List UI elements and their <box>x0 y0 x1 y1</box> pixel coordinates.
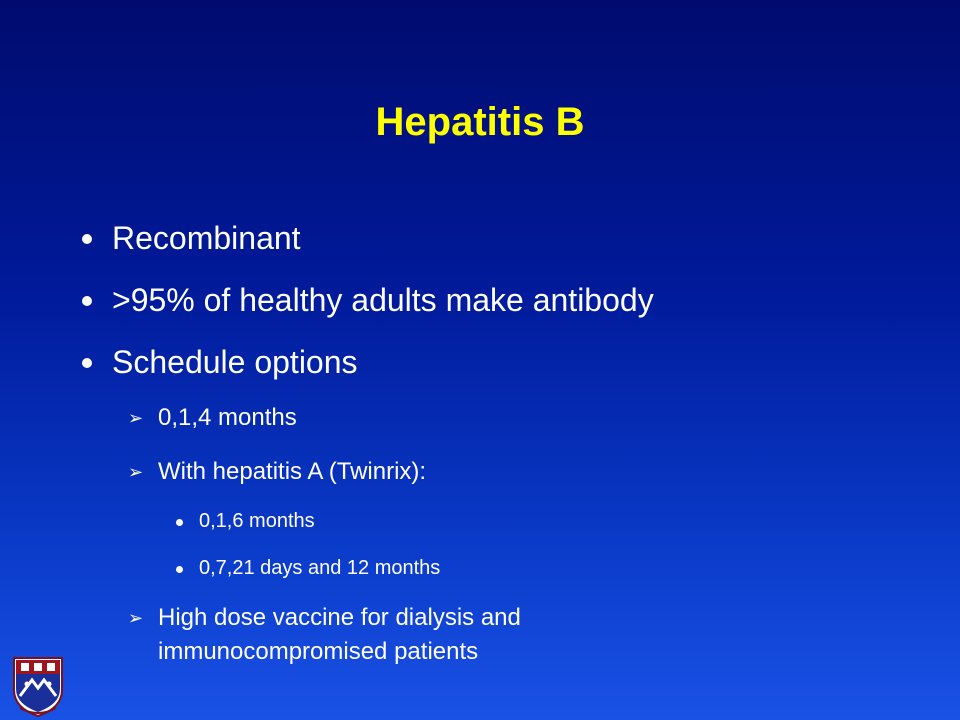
bullet-text: Schedule options <box>112 344 358 380</box>
sub-bullet-text-block <box>158 603 521 667</box>
small-dot-icon <box>176 566 183 573</box>
bullet-antibody <box>82 282 654 319</box>
sub-bullet-high-dose <box>128 603 521 667</box>
sub-bullet-text: With hepatitis A (Twinrix): <box>158 458 427 485</box>
sub-bullet-text: 0,1,4 months <box>158 404 297 431</box>
sub-bullet-twinrix <box>128 457 426 487</box>
arrow-bullet-icon: ➢ <box>128 408 144 428</box>
sub-bullet-text-line1: High dose vaccine for dialysis and <box>158 604 521 631</box>
bullet-dot-icon <box>82 296 92 306</box>
sub-sub-bullet-016-months <box>176 508 315 534</box>
bullet-dot-icon <box>82 358 92 368</box>
small-dot-icon <box>176 519 183 526</box>
bullet-dot-icon <box>82 234 92 244</box>
sub-sub-bullet-text: 0,1,6 months <box>199 510 315 532</box>
arrow-bullet-icon: ➢ <box>128 608 144 628</box>
bullet-text: Recombinant <box>112 220 301 256</box>
sub-bullet-text-line2: immunocompromised patients <box>158 638 479 665</box>
sub-bullet-014-months <box>128 403 297 433</box>
arrow-bullet-icon: ➢ <box>128 462 144 482</box>
bullet-recombinant <box>82 220 301 257</box>
sub-sub-bullet-days-months <box>176 555 440 581</box>
slide-title: Hepatitis B <box>375 100 585 144</box>
bullet-text: >95% of healthy adults make antibody <box>112 282 654 318</box>
bullet-schedule-options <box>82 344 358 381</box>
university-shield-icon <box>12 656 64 718</box>
sub-sub-bullet-text: 0,7,21 days and 12 months <box>199 557 441 579</box>
